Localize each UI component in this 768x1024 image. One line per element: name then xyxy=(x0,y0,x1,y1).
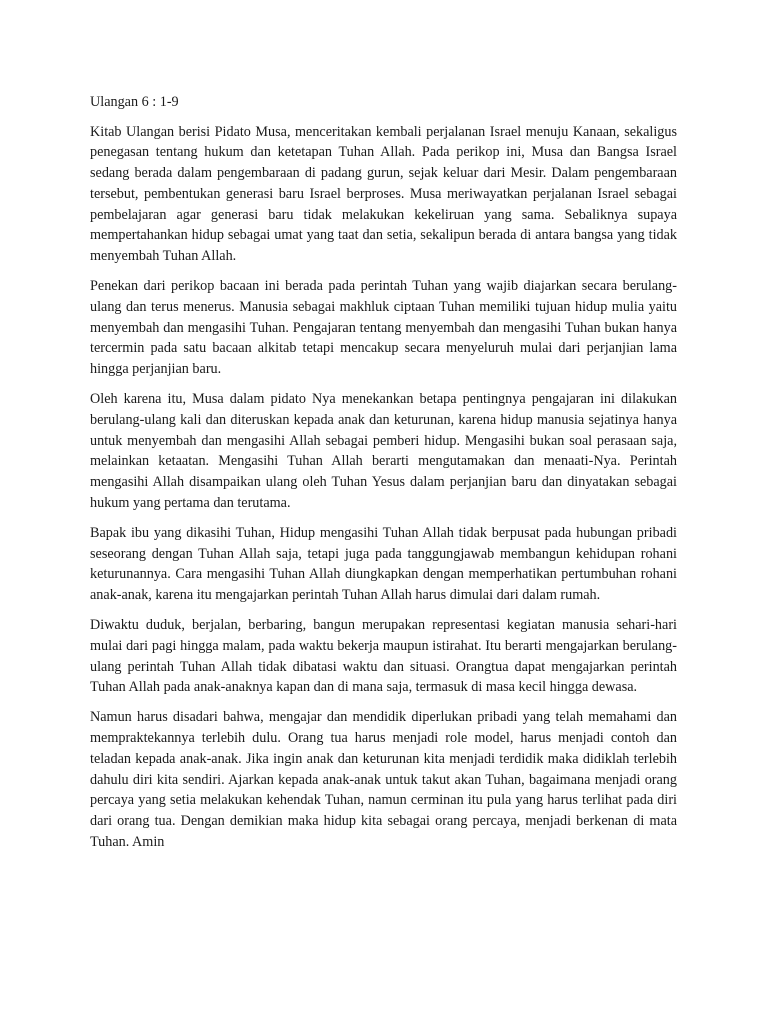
document-page xyxy=(90,92,677,862)
document-heading: Ulangan 6 : 1-9 xyxy=(90,94,179,110)
paragraph-5: Diwaktu duduk, berjalan, berbaring, bangun merupakan representasi kegiatan manusia sehari-hari mulai dari pagi hingga malam, pada waktu bekerja maupun istirahat. Itu berarti mengajarkan berulang-ulang perintah Tuhan Allah tidak dibatasi waktu dan situasi. Orangtua dapat mengajarkan perintah Tuhan Allah pada anak-anaknya kapan dan di mana saja, termasuk di masa kecil hingga dewasa. xyxy=(90,617,677,696)
paragraph-1: Kitab Ulangan berisi Pidato Musa, menceritakan kembali perjalanan Israel menuju Kanaan, sekaligus penegasan tentang hukum dan ketetapan Tuhan Allah. Pada perikop ini, Musa dan Bangsa Israel sedang berada dalam pengembaraan di padang gurun, sejak keluar dari Mesir. Dalam pengembaraan tersebut, pembentukan generasi baru Israel berproses. Musa meriwayatkan perjalanan Israel sebagai pembelajaran agar generasi baru tidak melakukan kekeliruan yang sama. Sebaliknya supaya mempertahankan hidup sebagai umat yang taat dan setia, sekalipun berada di antara bangsa yang tidak menyembah Tuhan Allah. xyxy=(90,123,677,264)
paragraph-2: Penekan dari perikop bacaan ini berada pada perintah Tuhan yang wajib diajarkan secara berulang-ulang dan terus menerus. Manusia sebagai makhluk ciptaan Tuhan memiliki tujuan hidup mulia yaitu menyembah dan mengasihi Tuhan. Pengajaran tentang menyembah dan mengasihi Tuhan bukan hanya tercermin pada satu bacaan alkitab tetapi mencakup secara menyeluruh mulai dari perjanjian lama hingga perjanjian baru. xyxy=(90,278,677,377)
paragraph-6: Namun harus disadari bahwa, mengajar dan mendidik diperlukan pribadi yang telah memahami dan mempraktekannya terlebih dulu. Orang tua harus menjadi role model, harus menjadi contoh dan teladan kepada anak-anak. Jika ingin anak dan keturunan kita menjadi terdidik maka didiklah terlebih dahulu diri kita sendiri. Ajarkan kepada anak-anak untuk takut akan Tuhan, bagaimana menjadi orang percaya yang setia melakukan kehendak Tuhan, namun cerminan itu pula yang harus terlihat pada diri dari orang tua. Dengan demikian maka hidup kita sebagai orang percaya, menjadi berkenan di mata Tuhan. Amin xyxy=(90,709,677,850)
paragraph-3: Oleh karena itu, Musa dalam pidato Nya menekankan betapa pentingnya pengajaran ini dilakukan berulang-ulang kali dan diteruskan kepada anak dan keturunan, karena hidup manusia sejatinya hanya untuk menyembah dan mengasihi Allah sebagai pemberi hidup. Mengasihi bukan soal perasaan saja, melainkan ketaatan. Mengasihi Tuhan Allah berarti mengutamakan dan menaati-Nya. Perintah mengasihi Allah disampaikan ulang oleh Tuhan Yesus dalam perjanjian baru dan dinyatakan sebagai hukum yang pertama dan terutama. xyxy=(90,391,677,511)
paragraph-4: Bapak ibu yang dikasihi Tuhan, Hidup mengasihi Tuhan Allah tidak berpusat pada hubungan pribadi seseorang dengan Tuhan Allah saja, tetapi juga pada tanggungjawab membangun kehidupan rohani keturunannya. Cara mengasihi Tuhan Allah diungkapkan dengan memperhatikan pertumbuhan rohani anak-anak, karena itu mengajarkan perintah Tuhan Allah harus dimulai dari dalam rumah. xyxy=(90,524,677,603)
